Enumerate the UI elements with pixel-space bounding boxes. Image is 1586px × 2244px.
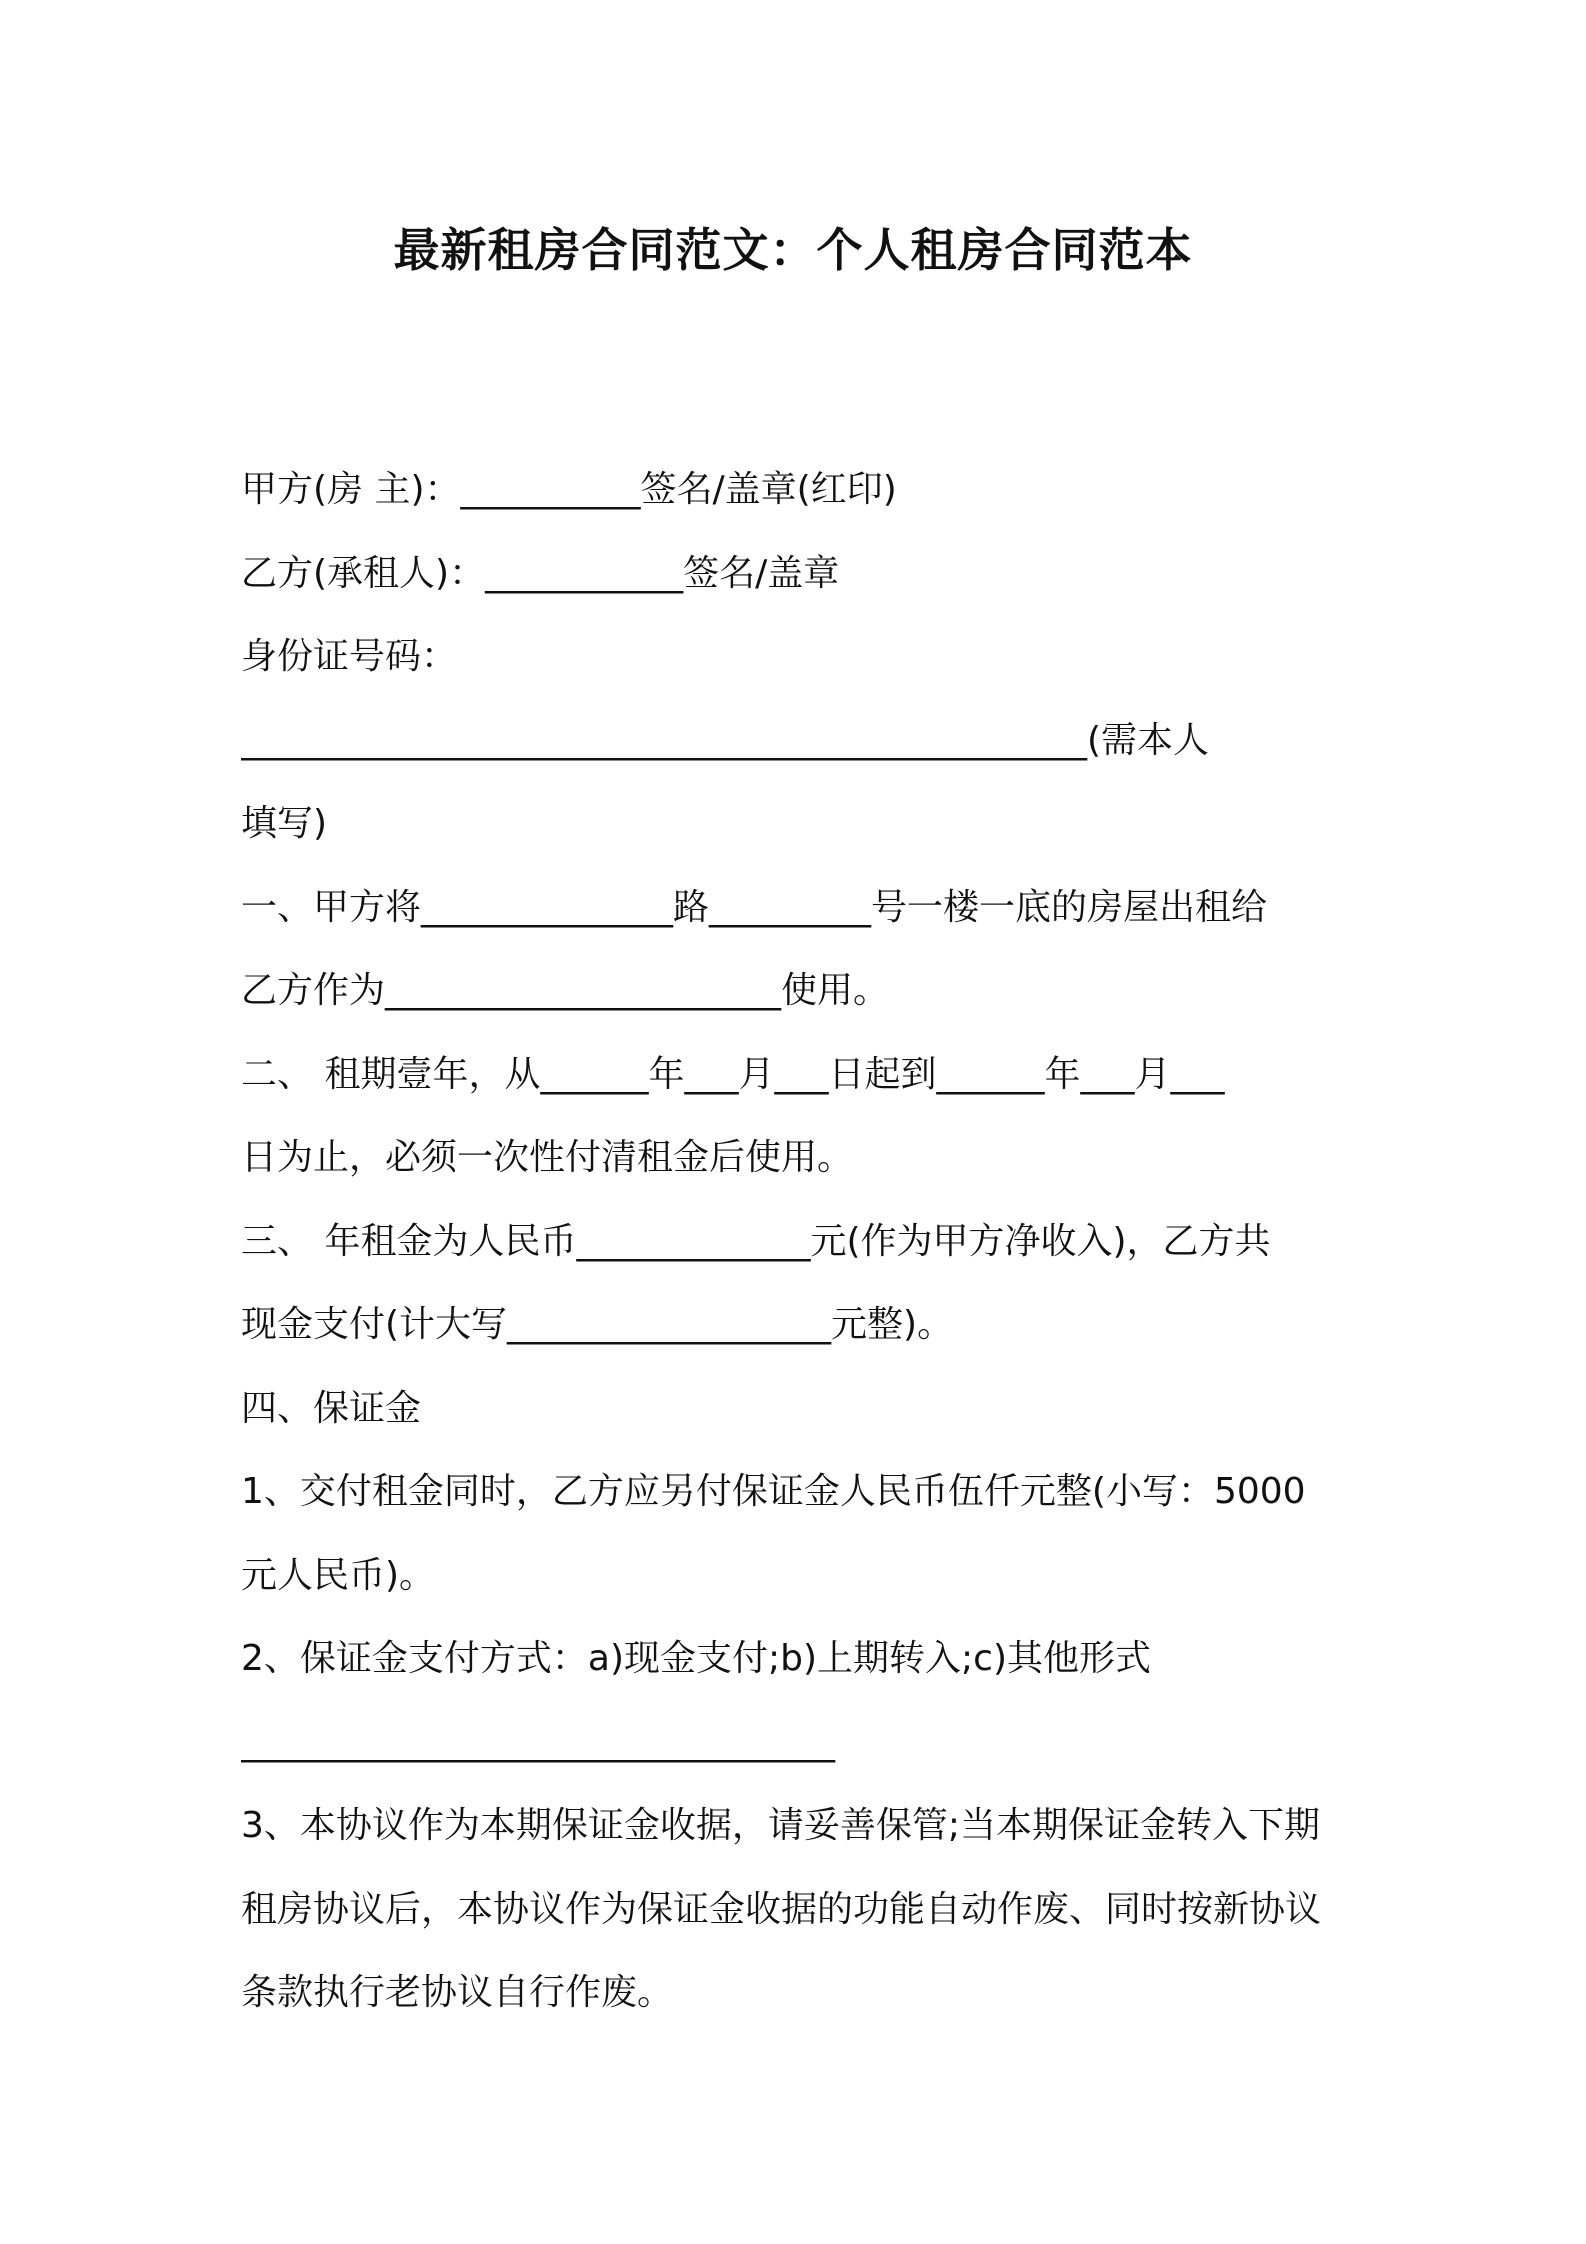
text-line-deposit-2a: 2、保证金支付方式：a)现金支付;b)上期转入;c)其他形式 bbox=[241, 1638, 1152, 1679]
text-line-clause-1b: 乙方作为______________________使用。 bbox=[241, 970, 890, 1011]
text-line-id-label: 身份证号码： bbox=[241, 636, 458, 677]
text-line-deposit-3a: 3、本协议作为本期保证金收据，请妥善保管;当本期保证金转入下期 bbox=[241, 1805, 1321, 1846]
document-body bbox=[241, 448, 1361, 2035]
text-line-deposit-3b: 租房协议后，本协议作为保证金收据的功能自动作废、同时按新协议 bbox=[241, 1888, 1322, 1930]
text-line-clause-3a: 三、 年租金为人民币_____________元(作为甲方净收入)，乙方共 bbox=[241, 1220, 1271, 1262]
text-line-clause-2a: 二、 租期壹年，从______年___月___日起到______年___月___ bbox=[241, 1053, 1225, 1095]
text-line-clause-1a: 一、甲方将______________路_________号一楼一底的房屋出租给 bbox=[241, 886, 1268, 928]
text-line-tenant: 乙方(承租人)：___________签名/盖章 bbox=[241, 552, 840, 594]
text-line-deposit-1a: 1、交付租金同时，乙方应另付保证金人民币伍仟元整(小写：5000 bbox=[241, 1471, 1306, 1512]
text-line-id-note: 填写) bbox=[241, 803, 328, 844]
text-line-clause-3b: 现金支付(计大写__________________元整)。 bbox=[241, 1304, 954, 1345]
text-line-clause-2b: 日为止，必须一次性付清租金后使用。 bbox=[241, 1137, 854, 1178]
text-line-id-blank: _______________________________________________(需本人 bbox=[241, 719, 1210, 761]
text-line-clause-4-heading: 四、保证金 bbox=[241, 1387, 422, 1429]
document-title: 最新租房合同范文：个人租房合同范本 bbox=[393, 223, 1193, 277]
text-line-deposit-1b: 元人民币)。 bbox=[241, 1554, 436, 1596]
text-line-deposit-3c: 条款执行老协议自行作废。 bbox=[241, 1972, 674, 2013]
text-line-landlord: 甲方(房 主)：__________签名/盖章(红印) bbox=[241, 469, 897, 510]
text-line-deposit-2b: _________________________________ bbox=[241, 1721, 835, 1763]
